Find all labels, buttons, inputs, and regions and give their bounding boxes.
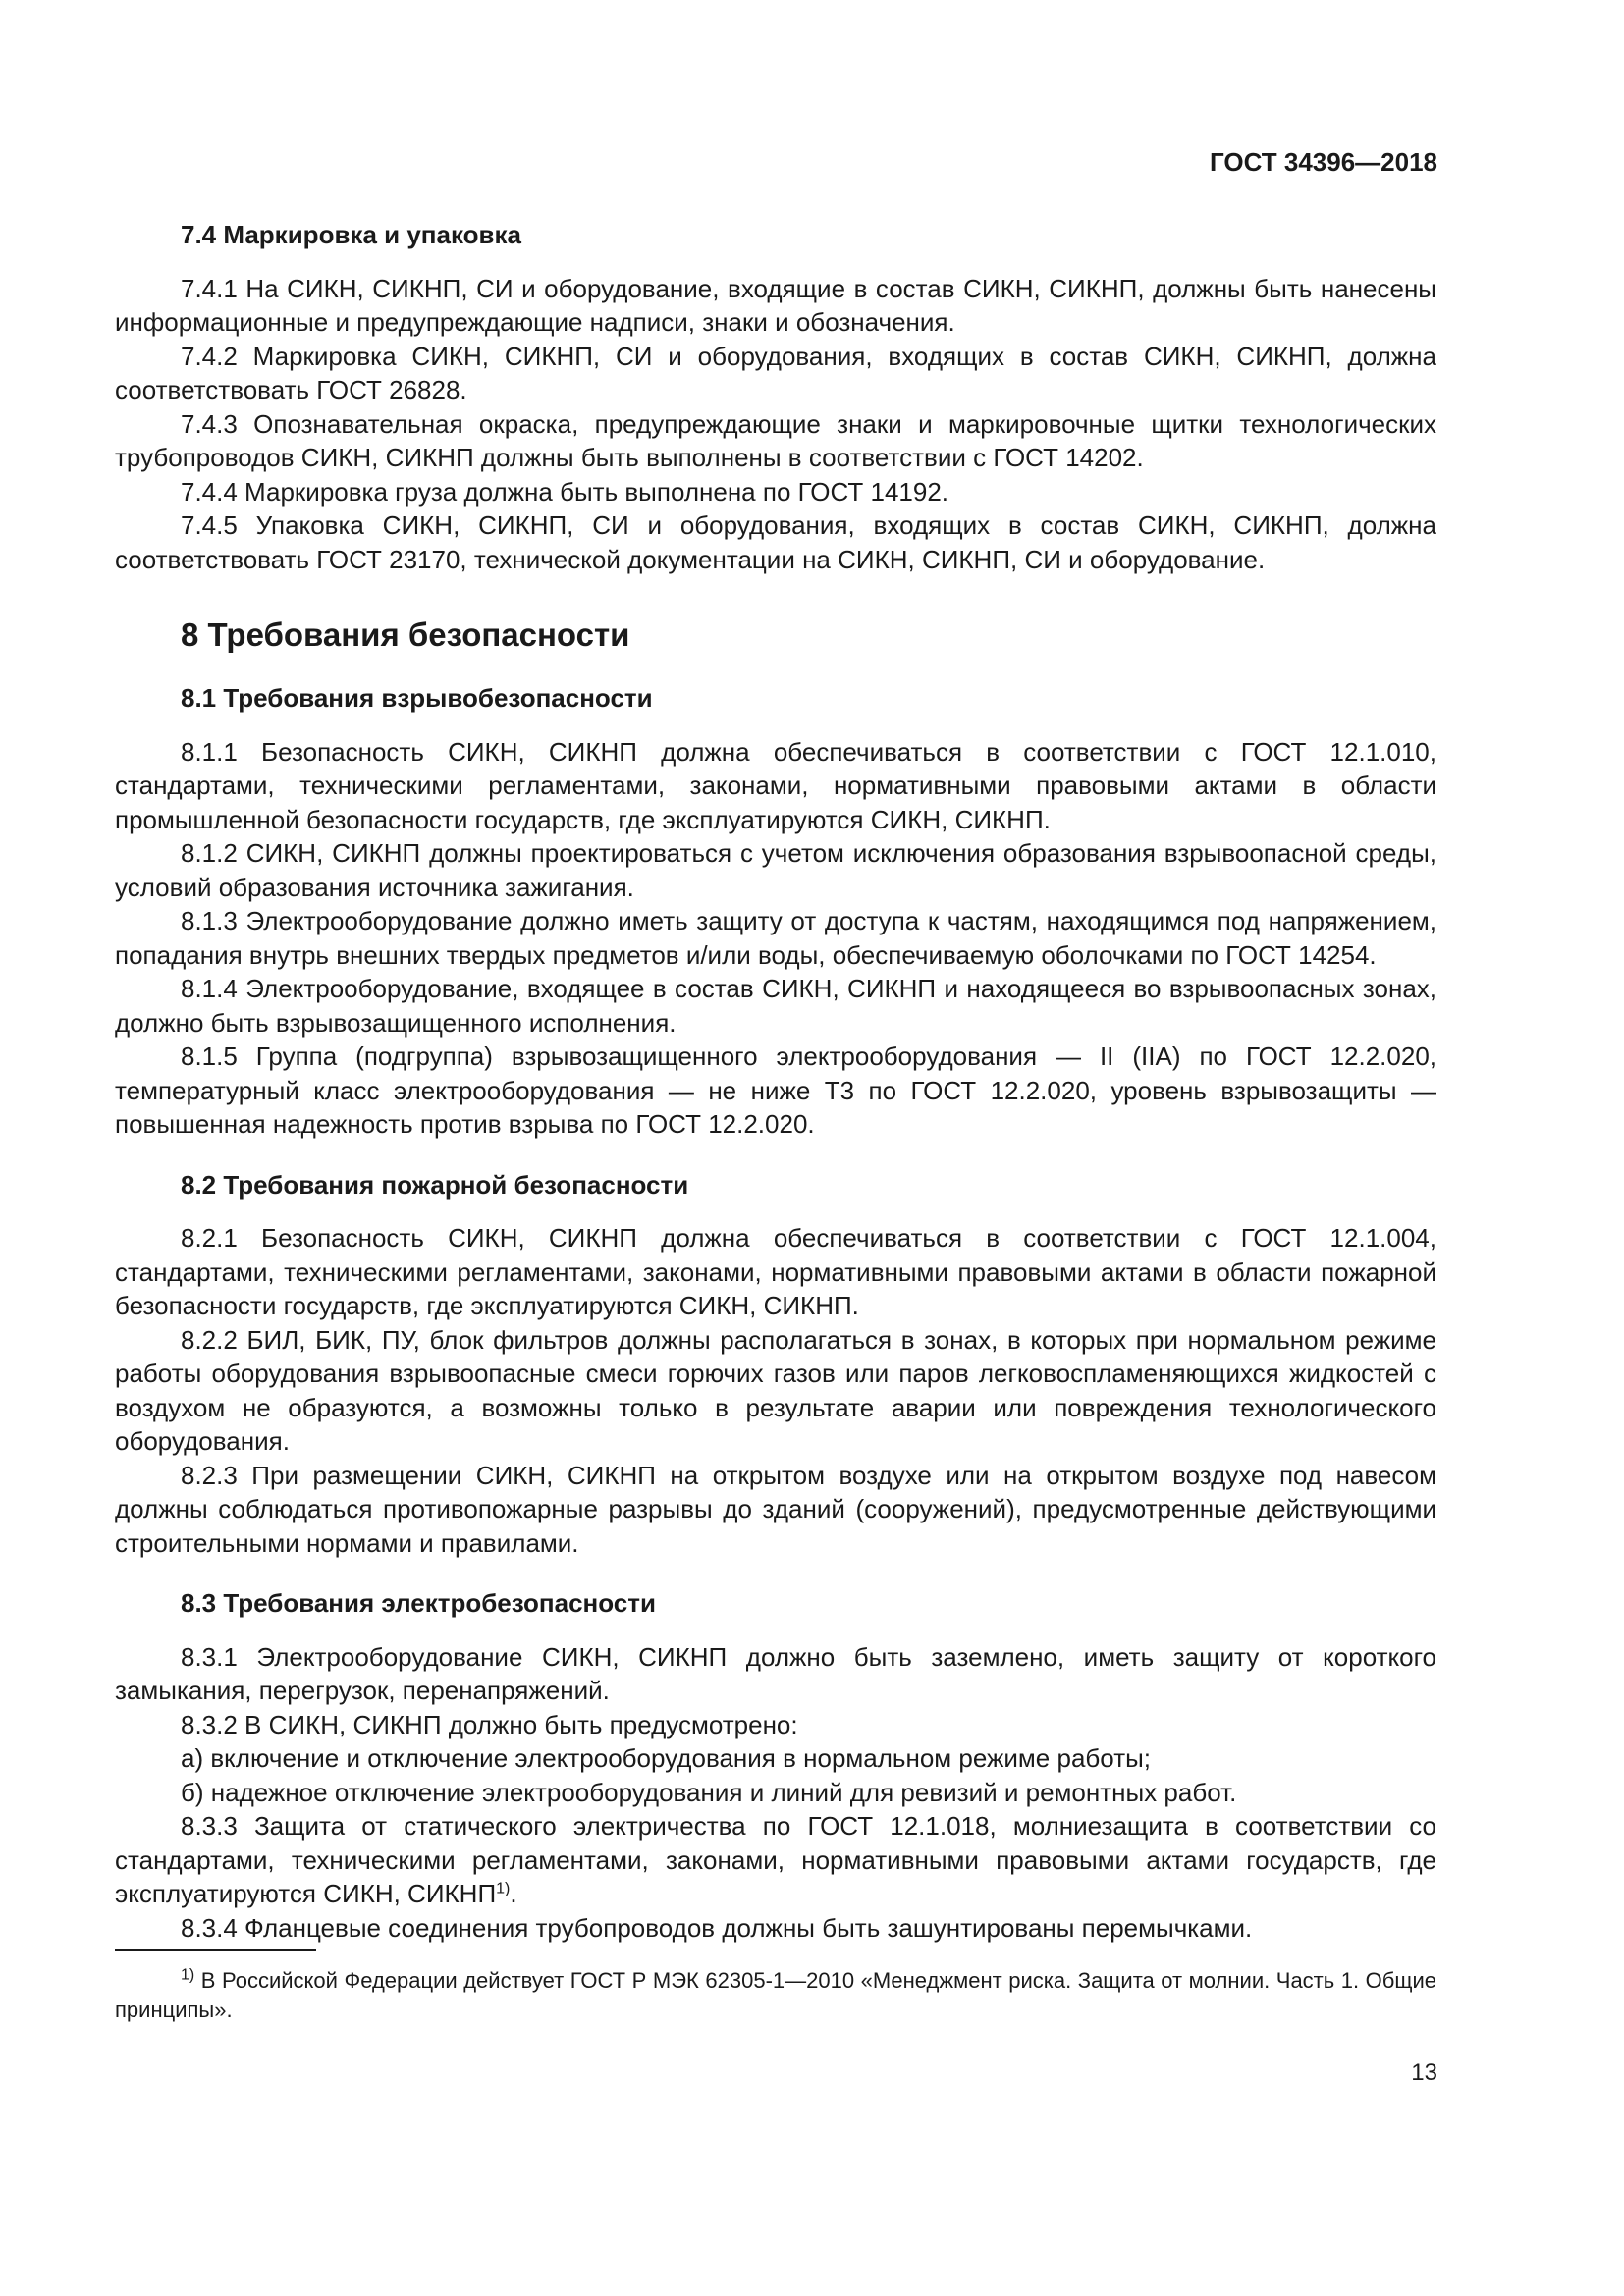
paragraph-8-3-3 [115,1809,1436,1911]
page-number: 13 [1411,2059,1437,2086]
paragraph-7-4-4: 7.4.4 Маркировка груза должна быть выполнена по ГОСТ 14192. [181,476,949,507]
footnote-separator [115,1949,316,1951]
paragraph-7-4-1: 7.4.1 На СИКН, СИКНП, СИ и оборудование, входящие в состав СИКН, СИКНП, должны быть нанесены информационные и предупреждающие надписи, знаки и обозначения. [115,273,1436,337]
paragraph-8-3-3-end: . [510,1879,517,1908]
paragraph-8-3-2: 8.3.2 В СИКН, СИКНП должно быть предусмотрено: [181,1709,798,1739]
section-8-3-heading: 8.3 Требования электробезопасности [181,1588,656,1618]
standard-designation: ГОСТ 34396—2018 [1210,147,1437,177]
paragraph-8-2-3: 8.2.3 При размещении СИКН, СИКНП на открытом воздухе или на открытом воздухе под навесом должны соблюдаться противопожарные разрывы до зданий (сооружений), предусмотренные действующими строительными нормами и правилами. [115,1460,1436,1558]
paragraph-7-4-2: 7.4.2 Маркировка СИКН, СИКНП, СИ и оборудования, входящих в состав СИКН, СИКНП, должна соответствовать ГОСТ 26828. [115,341,1436,404]
paragraph-8-3-4: 8.3.4 Фланцевые соединения трубопроводов должны быть зашунтированы перемычками. [181,1912,1253,1943]
section-8-2-heading: 8.2 Требования пожарной безопасности [181,1169,689,1200]
paragraph-7-4-5: 7.4.5 Упаковка СИКН, СИКНП, СИ и оборудования, входящих в состав СИКН, СИКНП, должна соответствовать ГОСТ 23170, технической документации на СИКН, СИКНП, СИ и оборудование. [115,510,1436,574]
footnote-marker: 1) [181,1966,195,1984]
paragraph-8-2-2: 8.2.2 БИЛ, БИК, ПУ, блок фильтров должны располагаться в зонах, в которых при нормальном режиме работы оборудования взрывоопасные смеси горючих газов или паров легковоспламеняющихся жидкостей с воздухом не образуются, а возможны только в результате аварии или повреждения технологического оборудования. [115,1324,1436,1456]
paragraph-8-1-1: 8.1.1 Безопасность СИКН, СИКНП должна обеспечиваться в соответствии с ГОСТ 12.1.010, стандартами, техническими регламентами, законами, нормативными правовыми актами в области промышленной безопасности государств, где эксплуатируются СИКН, СИКНП. [115,736,1436,834]
paragraph-8-3-3-text: 8.3.3 Защита от статического электричества по ГОСТ 12.1.018, молниезащита в соответствии со стандартами, техническими регламентами, законами, нормативными правовыми актами государств, где эксплуатируются СИКН, СИКНП [115,1811,1436,1908]
paragraph-7-4-3: 7.4.3 Опознавательная окраска, предупреждающие знаки и маркировочные щитки технологических трубопроводов СИКН, СИКНП должны быть выполнены в соответствии с ГОСТ 14202. [115,408,1436,472]
list-item-b: б) надежное отключение электрооборудования и линий для ревизий и ремонтных работ. [181,1777,1237,1807]
paragraph-8-2-1: 8.2.1 Безопасность СИКН, СИКНП должна обеспечиваться в соответствии с ГОСТ 12.1.004, стандартами, техническими регламентами, законами, нормативными правовыми актами в области пожарной безопасности государств, где эксплуатируются СИКН, СИКНП. [115,1223,1436,1320]
section-7-4-heading: 7.4 Маркировка и упаковка [181,220,521,249]
section-8-1-heading: 8.1 Требования взрывобезопасности [181,683,653,713]
list-item-a: а) включение и отключение электрооборудования в нормальном режиме работы; [181,1743,1152,1773]
footnote-text: В Российской Федерации действует ГОСТ Р МЭК 62305-1—2010 «Менеджмент риска. Защита от молнии. Часть 1. Общие принципы». [115,1968,1436,2022]
section-8-heading: 8 Требования безопасности [181,616,630,653]
paragraph-8-1-5: 8.1.5 Группа (подгруппа) взрывозащищенного электрооборудования — II (IIA) по ГОСТ 12.2.020, температурный класс электрооборудования — не ниже Т3 по ГОСТ 12.2.020, уровень взрывозащиты — повышенная надежность против взрыва по ГОСТ 12.2.020. [115,1041,1436,1139]
paragraph-8-1-3: 8.1.3 Электрооборудование должно иметь защиту от доступа к частям, находящимся под напряжением, попадания внутрь внешних твердых предметов и/или воды, обеспечиваемую оболочками по ГОСТ 14254. [115,906,1436,970]
document-body [115,218,1436,1945]
paragraph-8-1-4: 8.1.4 Электрооборудование, входящее в состав СИКН, СИКНП и находящееся во взрывоопасных зонах, должно быть взрывозащищенного исполнения. [115,974,1436,1038]
footnote [115,1966,1436,2025]
footnote-reference: 1) [496,1880,511,1897]
footnote-paragraph [115,1966,1436,2025]
paragraph-8-3-1: 8.3.1 Электрооборудование СИКН, СИКНП должно быть заземлено, иметь защиту от короткого замыкания, перегрузок, перенапряжений. [115,1641,1436,1705]
paragraph-8-1-2: 8.1.2 СИКН, СИКНП должны проектироваться с учетом исключения образования взрывоопасной среды, условий образования источника зажигания. [115,838,1436,902]
